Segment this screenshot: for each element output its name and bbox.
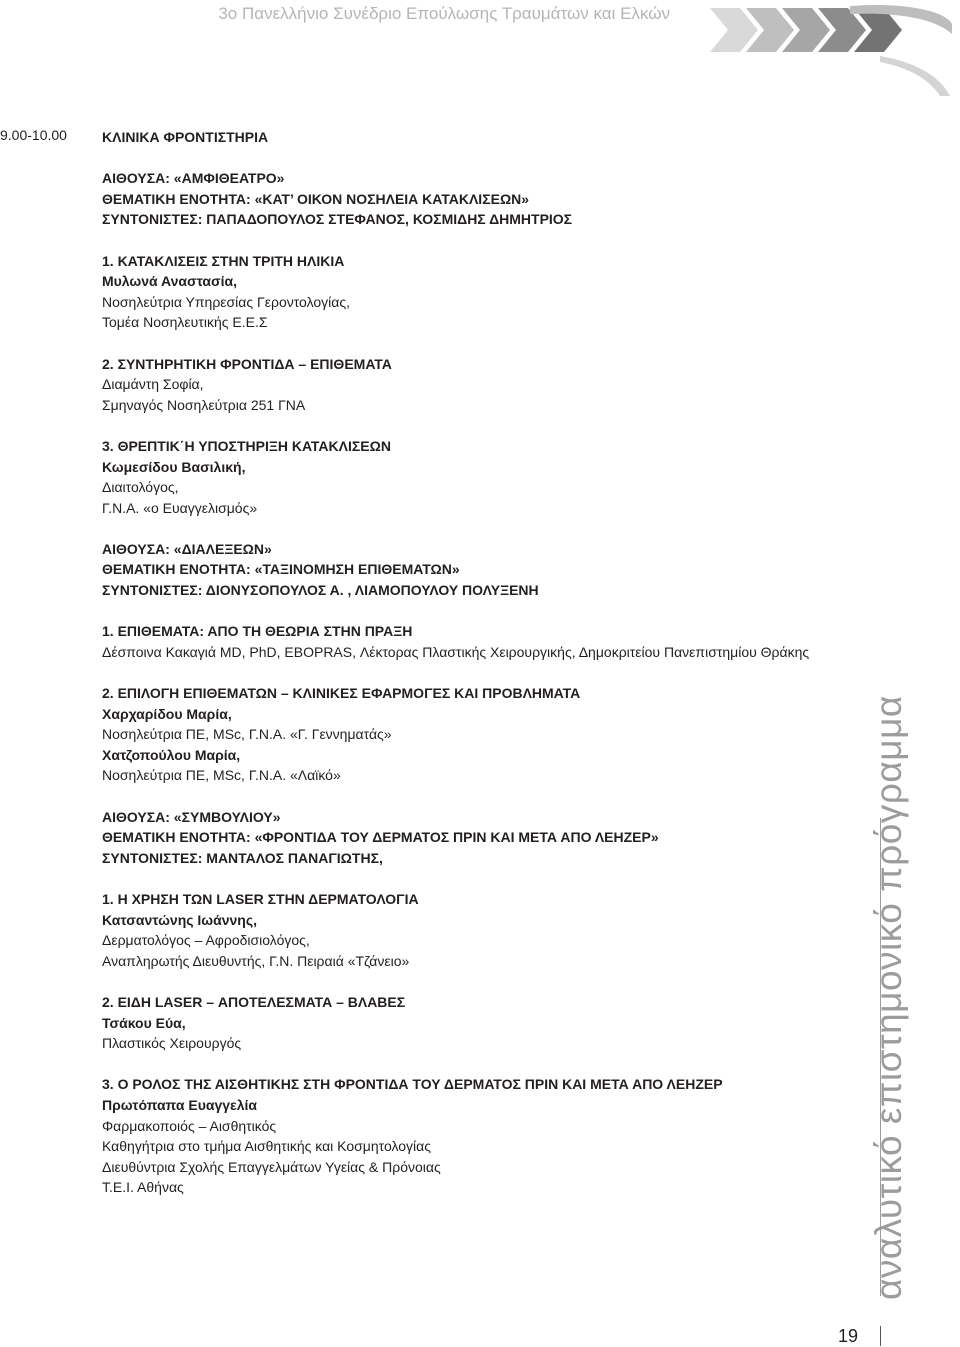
conference-logo <box>700 0 960 98</box>
text-line: Νοσηλεύτρια ΠΕ, MSc, Γ.Ν.Α. «Γ. Γεννηματάς» <box>102 726 392 743</box>
text-line: Γ.Ν.Α. «ο Ευαγγελισμός» <box>102 499 258 516</box>
heading-line: ΣΥΝΤΟΝΙΣΤΕΣ: ΠΑΠΑΔΟΠΟΥΛΟΣ ΣΤΕΦΑΝΟΣ, ΚΟΣΜΙΔΗΣ ΔΗΜΗΤΡΙΟΣ <box>102 211 573 228</box>
heading-line: ΑΙΘΟΥΣΑ: «ΣΥΜΒΟΥΛΙΟΥ» <box>102 808 281 825</box>
text-line: Νοσηλεύτρια Υπηρεσίας Γεροντολογίας, <box>102 293 350 310</box>
heading-line: ΣΥΝΤΟΝΙΣΤΕΣ: ΔΙΟΝΥΣΟΠΟΥΛΟΣ Α. , ΛΙΑΜΟΠΟΥΛΟΥ ΠΟΛΥΞΕΝΗ <box>102 582 539 599</box>
text-line: Διαμάντη Σοφία, <box>102 376 204 393</box>
text-line: Δερματολόγος – Αφροδισιολόγος, <box>102 932 310 949</box>
footer-divider <box>880 1326 881 1346</box>
heading-line: 1. ΚΑΤΑΚΛΙΣΕΙΣ ΣΤΗΝ ΤΡΙΤΗ ΗΛΙΚΙΑ <box>102 252 345 269</box>
heading-line: Τσάκου Εύα, <box>102 1014 186 1031</box>
heading-line: ΑΙΘΟΥΣΑ: «ΔΙΑΛΕΞΕΩΝ» <box>102 540 272 557</box>
text-line: Δέσποινα Κακαγιά MD, PhD, EBOPRAS, Λέκτορας Πλαστικής Χειρουργικής, Δημοκριτείου Πανεπιστημίου Θράκης <box>102 643 810 660</box>
text-line: Φαρμακοποιός – Αισθητικός <box>102 1117 277 1134</box>
spacer <box>102 148 872 169</box>
heading-line: Κωμεσίδου Βασιλική, <box>102 458 246 475</box>
heading-line: 3. ΘΡΕΠΤΙΚ΄Η ΥΠΟΣΤΗΡΙΞΗ ΚΑΤΑΚΛΙΣΕΩΝ <box>102 437 391 454</box>
heading-line: ΑΙΘΟΥΣΑ: «ΑΜΦΙΘΕΑΤΡΟ» <box>102 170 285 187</box>
text-line: Αναπληρωτής Διευθυντής, Γ.Ν. Πειραιά «Τζάνειο» <box>102 952 410 969</box>
spacer <box>102 662 872 683</box>
heading-line: 2. ΕΙΔΗ LASER – ΑΠΟΤΕΛΕΣΜΑΤΑ – ΒΛΑΒΕΣ <box>102 993 406 1010</box>
text-line: Καθηγήτρια στο τμήμα Αισθητικής και Κοσμητολογίας <box>102 1138 431 1155</box>
text-line: Διευθύντρια Σχολής Επαγγελμάτων Υγείας & Πρόνοιας <box>102 1158 441 1175</box>
heading-line: 1. Η ΧΡΗΣΗ ΤΩΝ LASER ΣΤΗΝ ΔΕΡΜΑΤΟΛΟΓΙΑ <box>102 890 419 907</box>
heading-line: Χαρχαρίδου Μαρία, <box>102 705 232 722</box>
text-line: Πλαστικός Χειρουργός <box>102 1035 242 1052</box>
heading-line: ΣΥΝΤΟΝΙΣΤΕΣ: ΜΑΝΤΑΛΟΣ ΠΑΝΑΓΙΩΤΗΣ, <box>102 849 383 866</box>
spacer <box>102 415 872 436</box>
heading-line: 2. ΕΠΙΛΟΓΗ ΕΠΙΘΕΜΑΤΩΝ – ΚΛΙΝΙΚΕΣ ΕΦΑΡΜΟΓΕΣ ΚΑΙ ΠΡΟΒΛΗΜΑΤΑ <box>102 685 581 702</box>
spacer <box>102 786 872 807</box>
heading-line: 3. Ο ΡΟΛΟΣ ΤΗΣ ΑΙΣΘΗΤΙΚΗΣ ΣΤΗ ΦΡΟΝΤΙΔΑ ΤΟΥ ΔΕΡΜΑΤΟΣ ΠΡΙΝ ΚΑΙ ΜΕΤΑ ΑΠΟ ΛΕΗΖΕΡ <box>102 1076 723 1093</box>
text-line: Τ.Ε.Ι. Αθήνας <box>102 1179 184 1196</box>
conference-title: 3ο Πανελλήνιο Συνέδριο Επούλωσης Τραυμάτων και Ελκών <box>218 4 670 23</box>
heading-line: Πρωτόπαπα Ευαγγελία <box>102 1096 257 1113</box>
heading-line: ΘΕΜΑΤΙΚΗ ΕΝΟΤΗΤΑ: «ΤΑΞΙΝΟΜΗΣΗ ΕΠΙΘΕΜΑΤΩΝ» <box>102 561 460 578</box>
text-line: Νοσηλεύτρια ΠΕ, MSc, Γ.Ν.Α. «Λαϊκό» <box>102 767 341 784</box>
heading-line: ΘΕΜΑΤΙΚΗ ΕΝΟΤΗΤΑ: «ΚΑΤ’ ΟΙΚΟΝ ΝΟΣΗΛΕΙΑ ΚΑΤΑΚΛΙΣΕΩΝ» <box>102 190 530 207</box>
heading-line: 1. ΕΠΙΘΕΜΑΤΑ: ΑΠΟ ΤΗ ΘΕΩΡΙΑ ΣΤΗΝ ΠΡΑΞΗ <box>102 623 413 640</box>
heading-line: 2. ΣΥΝΤΗΡΗΤΙΚΗ ΦΡΟΝΤΙΔΑ – ΕΠΙΘΕΜΑΤΑ <box>102 355 392 372</box>
spacer <box>102 971 872 992</box>
heading-line: Μυλωνά Αναστασία, <box>102 273 238 290</box>
section-label: αναλυτικό επιστημονικό πρόγραμμα <box>868 695 909 1300</box>
text-line: Διαιτολόγος, <box>102 479 179 496</box>
spacer <box>102 868 872 889</box>
spacer <box>102 230 872 251</box>
page-number: 19 <box>838 1326 859 1346</box>
heading-line: ΚΛΙΝΙΚΑ ΦΡΟΝΤΙΣΤΗΡΙΑ <box>102 129 269 145</box>
spacer <box>102 1054 872 1075</box>
spacer <box>102 518 872 539</box>
text-line: Σμηναγός Νοσηλεύτρια 251 ΓΝΑ <box>102 396 306 413</box>
spacer <box>102 333 872 354</box>
spacer <box>102 601 872 622</box>
heading-line: Κατσαντώνης Ιωάννης, <box>102 911 258 928</box>
heading-line: Χατζοπούλου Μαρία, <box>102 746 241 763</box>
text-line: Τομέα Νοσηλευτικής Ε.Ε.Σ <box>102 314 268 331</box>
program-content <box>102 127 872 1198</box>
heading-line: ΘΕΜΑΤΙΚΗ ΕΝΟΤΗΤΑ: «ΦΡΟΝΤΙΔΑ ΤΟΥ ΔΕΡΜΑΤΟΣ ΠΡΙΝ ΚΑΙ ΜΕΤΑ ΑΠΟ ΛΕΗΖΕΡ» <box>102 829 659 846</box>
session-time: 9.00-10.00 <box>0 127 67 143</box>
